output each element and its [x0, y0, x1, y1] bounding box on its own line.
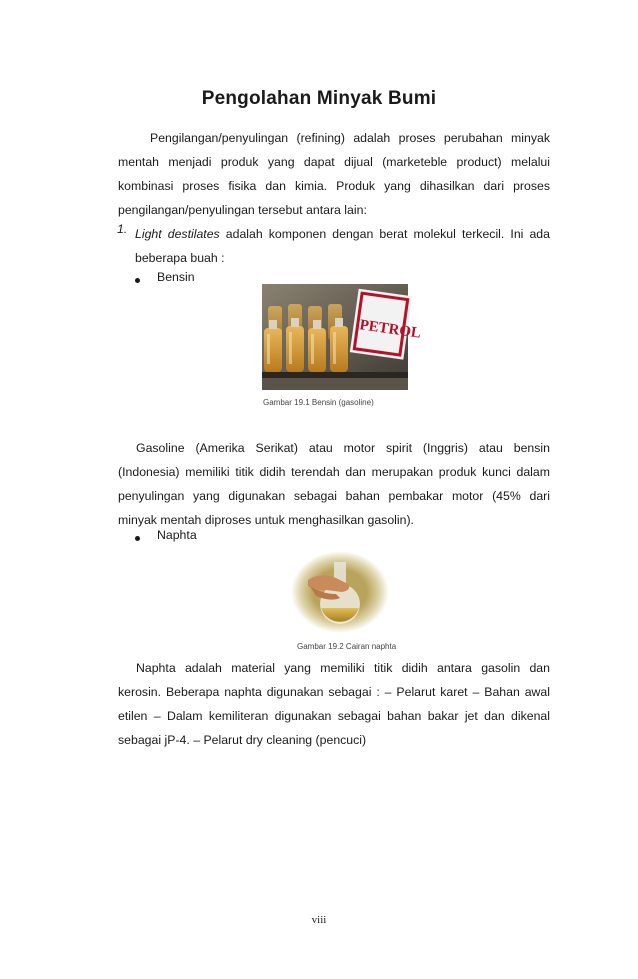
petrol-sign-text: PETROL: [358, 317, 422, 342]
intro-line-4: pengilangan/penyulingan tersebut antara lain:: [118, 203, 367, 217]
gasoline-line-1: Gasoline (Amerika Serikat) atau motor spirit (Inggris) atau bensin: [136, 441, 550, 455]
page-number: viii: [311, 914, 327, 926]
bullet-dot: [135, 278, 140, 283]
naphta-line-2: kerosin. Beberapa naphta digunakan sebagai : – Pelarut karet – Bahan awal: [118, 685, 550, 699]
intro-paragraph: [118, 126, 550, 222]
naphta-line-3: etilen – Dalam kemiliteran digunakan sebagai bahan bakar jet dan dikenal: [118, 709, 550, 723]
bullet-bensin-label: Bensin: [157, 270, 195, 284]
naphta-paragraph: [118, 656, 550, 752]
naphta-line-4: sebagai jP-4. – Pelarut dry cleaning (pencuci): [118, 733, 367, 747]
naphta-flask-image: [290, 550, 390, 634]
naphta-line-1: Naphta adalah material yang memiliki titik didih antara gasolin dan: [136, 661, 550, 675]
gasoline-paragraph: [118, 436, 550, 532]
intro-line-2: mentah menjadi produk yang dapat dijual (marketeble product) melalui: [118, 155, 550, 169]
gasoline-line-3: penyulingan yang digunakan sebagai bahan pembakar motor (45% dari: [118, 489, 550, 503]
list-item-1-line-2: beberapa buah :: [135, 251, 225, 265]
list-item-1-line-1: [135, 222, 550, 246]
term-light-destilates: Light destilates: [135, 227, 220, 241]
gasoline-bottles-image: [262, 284, 422, 390]
page-title: Pengolahan Minyak Bumi: [201, 88, 437, 109]
intro-line-3: kombinasi proses fisika dan kimia. Produk yang dihasilkan dari proses: [118, 179, 550, 193]
bullet-naphta: [135, 528, 255, 548]
intro-line-1: Pengilangan/penyulingan (refining) adalah proses perubahan minyak: [150, 131, 550, 145]
list-number: 1.: [117, 222, 128, 236]
bullet-dot: [135, 536, 140, 541]
gasoline-line-2: (Indonesia) memiliki titik didih terendah dan merupakan produk kunci dalam: [118, 465, 550, 479]
gasoline-line-4: minyak mentah diproses untuk menghasilkan gasolin).: [118, 513, 414, 527]
bullet-naphta-label: Naphta: [157, 528, 197, 542]
bullet-bensin: [135, 270, 255, 290]
figure-2-caption: Gambar 19.2 Cairan naphta: [297, 642, 397, 651]
figure-1-caption: Gambar 19.1 Bensin (gasoline): [263, 398, 374, 407]
list-item-1: [135, 222, 550, 270]
list-item-1-text: adalah komponen dengan berat molekul terkecil. Ini ada: [219, 227, 550, 241]
